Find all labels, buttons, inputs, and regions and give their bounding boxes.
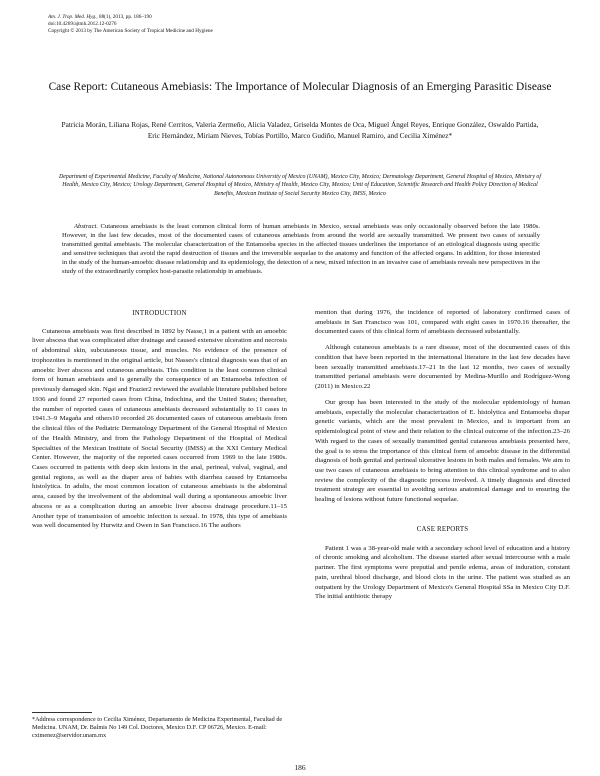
journal-name: Am. J. Trop. Med. Hyg. [48,14,97,20]
journal-citation: , 88(1), 2013, pp. 186–190 [96,14,152,20]
intro-paragraph-3: Although cutaneous amebiasis is a rare disease, most of the documented cases of this condition that have been reported in the international literature in the last few decades have been sexually transmitted amebiasis.17–21 In the last 12 months, two cases of sexually transmitted perianal amebiasis were documented by Medina-Murillo and Rodríguez-Wong (2011) in Mexico.22 [315,344,570,391]
intro-paragraph-2: mention that during 1976, the incidence of reported of laboratory confirmed cases of amebiasis in San Francisco was 101, compared with eight cases in 1970.16 thereafter, the documented cases of this clinical form of amebiasis decreased substantially. [315,309,570,336]
doi: doi:10.4269/ajtmh.2012.12-0276 [48,20,117,27]
copyright: Copyright © 2013 by The American Society of Tropical Medicine and Hygiene [48,27,213,34]
correspondence-footnote [32,712,287,739]
intro-paragraph-4: Our group has been interested in the study of the molecular epidemiology of human amebiasis, especially the molecular characterization of E. histolytica and Entamoeba dispar genetic variants, which are the most prevalent in Mexico, and is important from an epidemiological point of view and their relation to the clinical outcome of the infection.23–26 With regard to the cases of sexually transmitted genital cutaneous amebiasis presented here, the goal is to stress the importance of this clinical form of amoebic disease in the differential diagnosis of both genital and perineal ulcerative lesions in both males and females. We aim to use two cases of cutaneous amebiasis to bring attention to this clinical syndrome and to also review the complexity of the diagnostic process involved. A timely diagnosis and directed treatment strategy are essential to avoiding serious anatomical damage and to ensuring the healing of lesions without future functional sequelae. [315,398,570,504]
footnote-rule [32,712,92,713]
case-report-paragraph-1: Patient 1 was a 38-year-old male with a secondary school level of education and a history of chronic smoking and alcoholism. The disease started after sexual intercourse with a male partner. The first symptoms were preputial and penile edema, areas of induration, constant pain, urethral blood discharge, and blood clots in the urine. The patient was studied as an outpatient by the Urology Department of Mexico's General Hospital SSa in Mexico City D.F. The initial antibiotic therapy [315,544,570,601]
page-number: 186 [294,763,306,772]
abstract-text: Cutaneous amebiasis is the least common clinical form of human amebiasis in Mexico, sexual amebiasis was only occasionally observed before the late 1980s. However, in the last few decades, most of the documented cases of cutaneous amebiasis from around the world are sexually transmitted. We present two cases of sexually transmitted genital amebiasis. The molecular characterization of the Entamoeba species in the affected tissues underlines the importance of an etiological diagnosis using specific and sensitive techniques that avoid the rapid destruction of tissues and the irreversible sequelae to the anatomy and function of the affected organs. In addition, for those interested in the study of the human-amoebic disease relationship and its epidemiology, the detection of a new, mixed infection in an invasive case of amebiasis reveals new perspectives in the study of the extraordinarily complex host-parasite relationship in amebiasis. [62,223,540,275]
article-title: Case Report: Cutaneous Amebiasis: The Importance of Molecular Diagnosis of an Emerging Parasitic Disease [48,81,552,93]
abstract [62,223,540,276]
intro-paragraph-1: Cutaneous amebiasis was first described in 1892 by Nasse,1 in a patient with an amoebic liver abscess that was complicated after drainage and caused extensive ulceration and necrosis of abdominal skin, subcutaneous tissue, and muscles. No evidence of the presence of trophozoites is mentioned in the original article, but Nasses's clinical diagnosis was that of an amoebic liver abscess and cutaneous amebiasis. This condition is the least common clinical form of human amebiasis and is generally the consequence of an Entamoeba infection of previously damaged skin. Ngai and Frazier2 reviewed the available literature published before 1936 and found 27 reported cases from China, Indochina, and the United States; thereafter, the number of reported cases of cutaneous amebiasis decreased substantially to 11 cases in 1941.3–9 Magaña and others10 recorded 26 documented cases of cutaneous amebiasis from the clinical files of the Pediatric Dermatology Department of the General Hospital of Mexico of the Health Ministry, and from the Pathology Department of the Hospital of Medical Specialties of the Mexican Institute of Social Security (IMSS) at the XXI Century Medical Center. However, the majority of the reported cases occurred from 1969 to the late 1980s. Cases occurred in patients with deep skin lesions in the anal, perineal, vulval, vaginal, and genital regions, as well as the diaper area of babies with diarrhea caused by Entamoeba histolytica. In adults, the most common location of cutaneous amebiasis is the abdominal area, caused by the involvement of the abdominal wall during a spontaneous amoebic liver abscess or as a complication during an amoebic liver abscess drainage procedure.11–15 Another type of transmission of amoebic infection is sexual. In 1978, this type of amebiasis was well documented by Hurwitz and Owen in San Francisco.16 The authors [32,327,287,530]
author-list: Patricia Morán, Liliana Rojas, René Cerritos, Valeria Zermeño, Alicia Valadez, Griselda Montes de Oca, Miguel Ángel Reyes, Enrique González, Oswaldo Partida, Eric Hernández, Miriam Nieves, Tobías Portillo, Marco Gudiño, Manuel Ramiro, and Cecilia Ximénez* [61,120,539,140]
left-column [32,308,287,531]
footnote-text: *Address correspondence to Cecilia Ximénez, Departamento de Medicina Experimental, Facultad de Medicina. UNAM, Dr. Balmis No 149 Col. Doctores, Mexico D.F. CP 06726, Mexico. E-mail: cximenez@servidor.unam.mx [32,716,283,739]
affiliations: Department of Experimental Medicine, Faculty of Medicine, National Autonomous University of Mexico (UNAM), Mexico City, Mexico; Dermatology Department, General Hospital of Mexico, Ministry of Health, Mexico City, Mexico; Urology Department, General Hospital of Mexico, Ministry of Health, Mexico City, Mexico; Unit of Education, Scientific Research and Health Policy Direction of Medical Benefits, Mexican Institute of Social Security Mexico City, IMSS, Mexico [59,174,541,197]
right-column [315,308,570,602]
journal-header [48,14,213,34]
section-heading-introduction: INTRODUCTION [132,310,187,317]
section-heading-case-reports: CASE REPORTS [416,525,469,533]
abstract-label: Abstract. [74,223,98,230]
